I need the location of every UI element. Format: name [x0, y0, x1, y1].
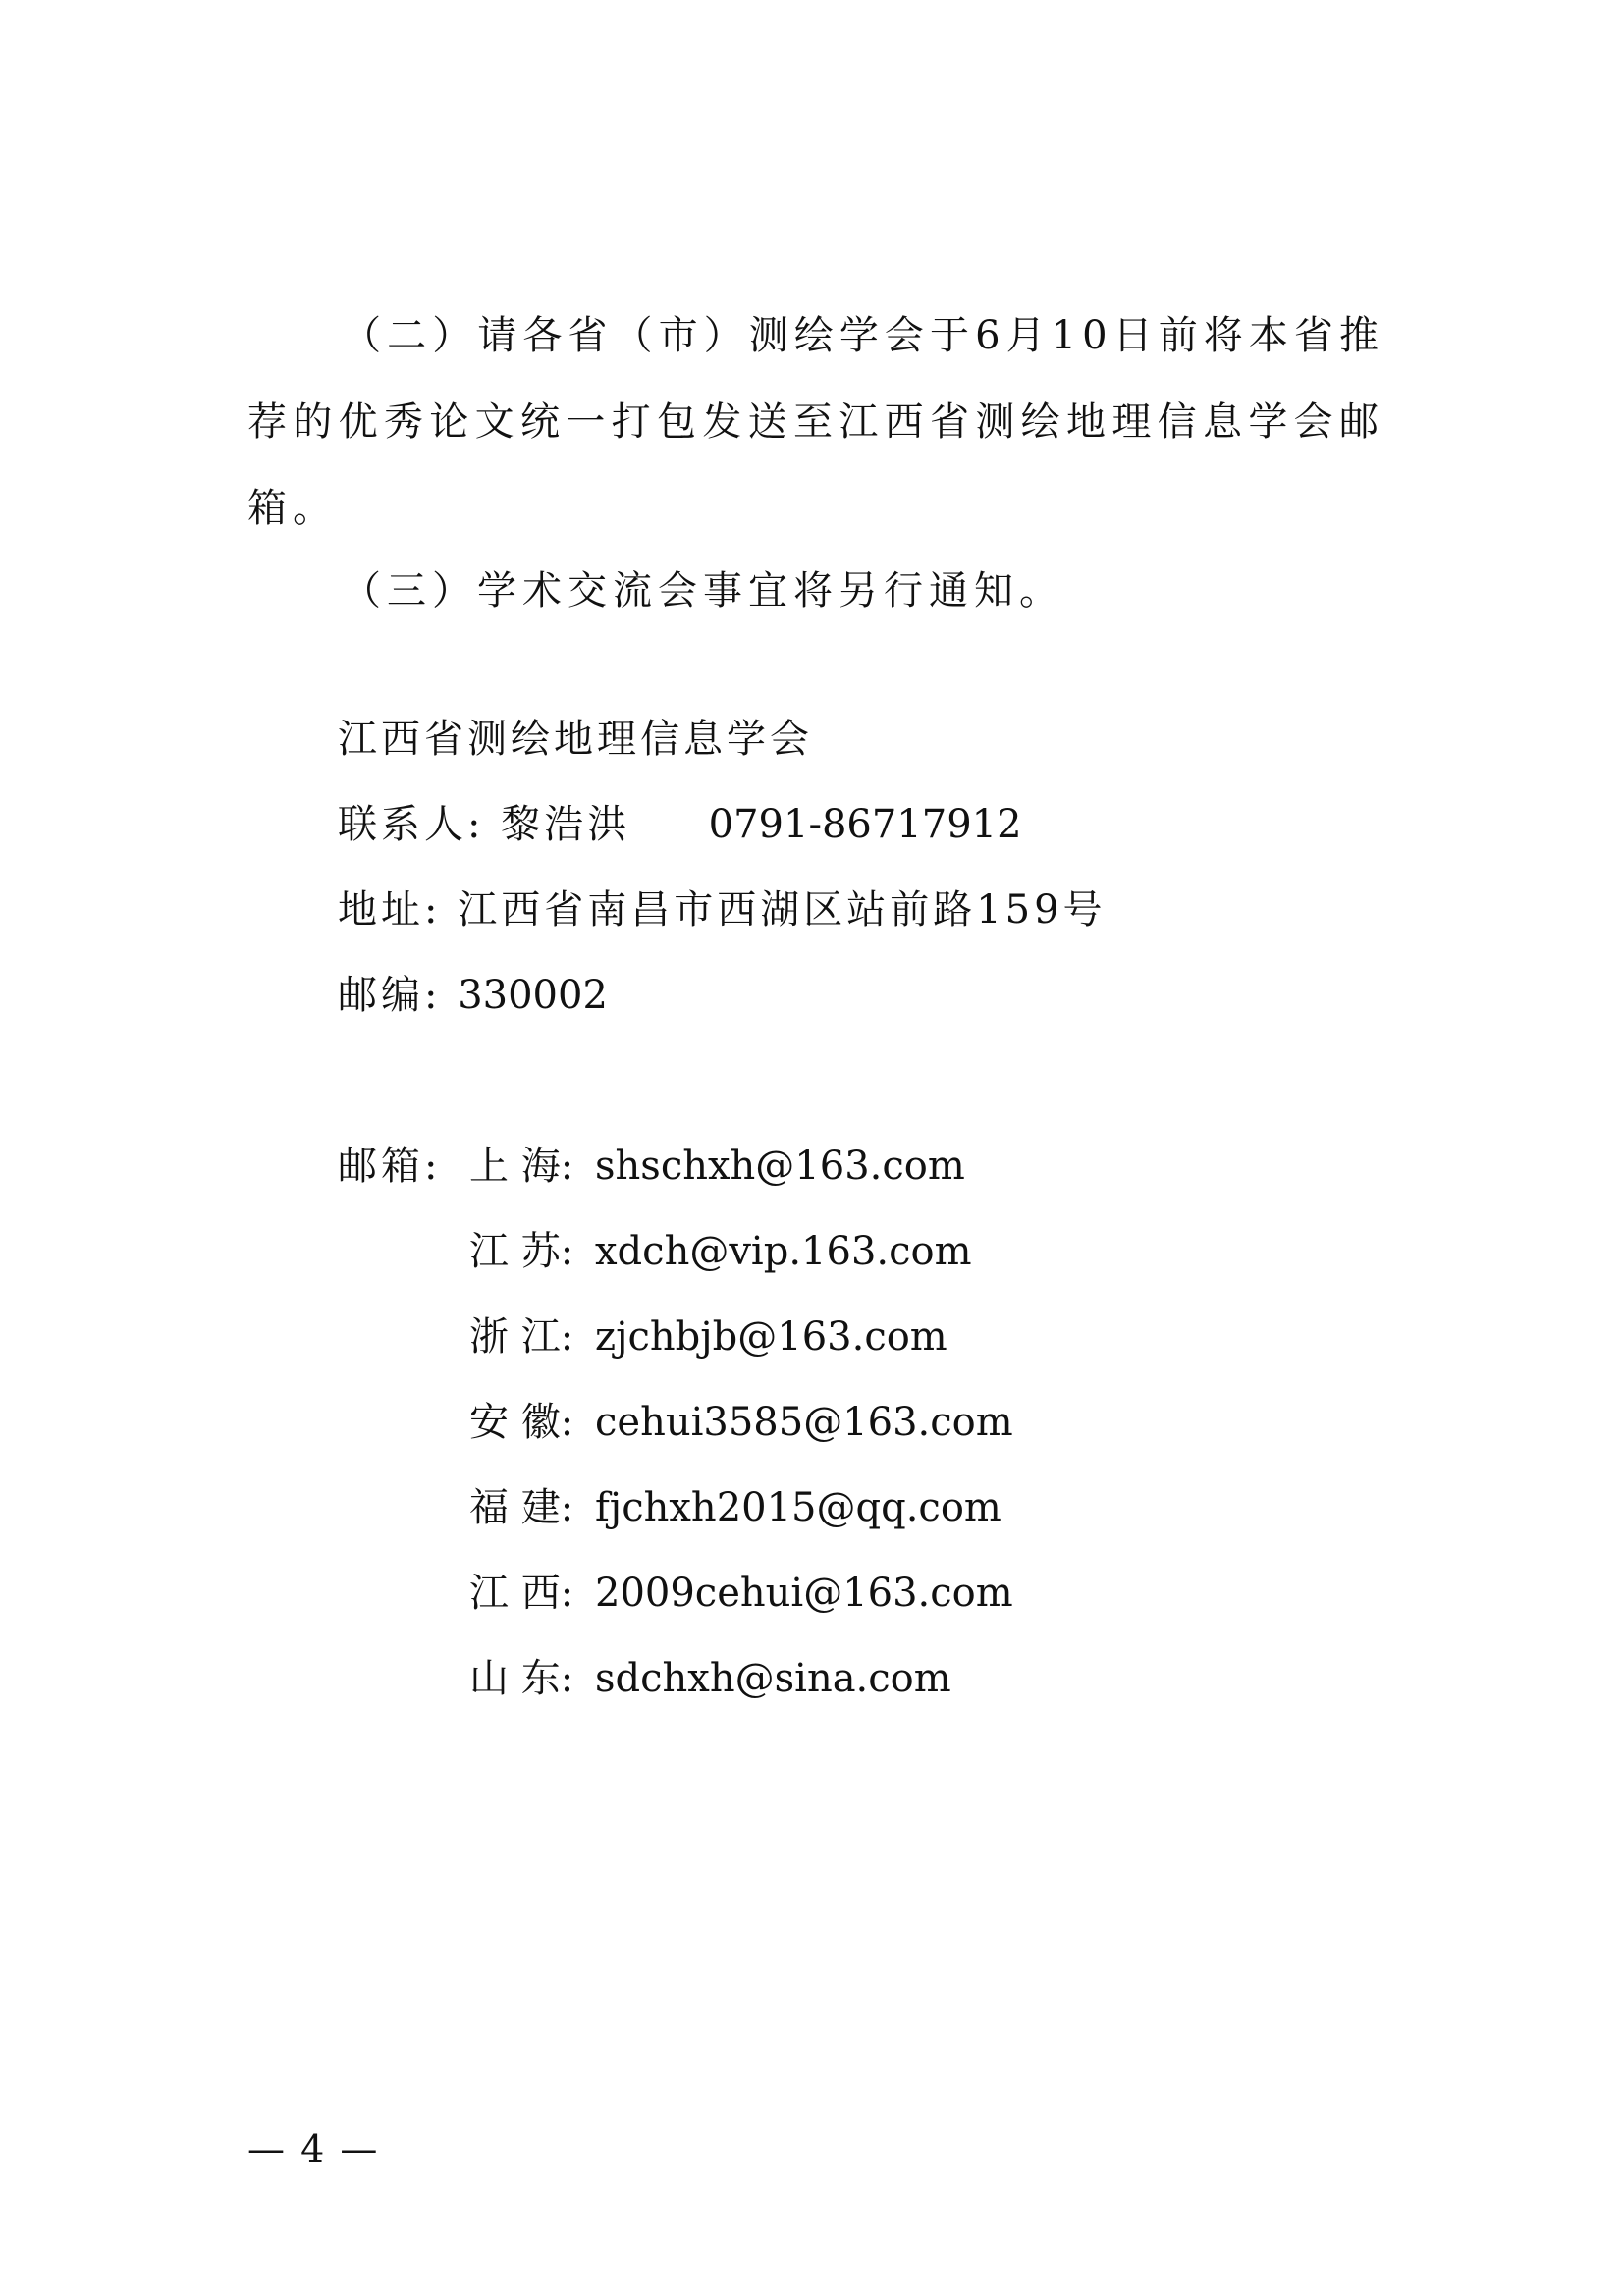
paragraph-conference-notice-text: （三）学术交流会事宜将另行通知。	[342, 568, 1064, 614]
contact-phone: 0791-86717912	[708, 802, 1022, 847]
email-address[interactable]: cehui3585@163.com	[595, 1400, 1013, 1445]
email-list-label: 邮箱:	[338, 1144, 442, 1189]
email-row-zhejiang	[338, 1312, 947, 1362]
email-region: 江 西:	[469, 1571, 574, 1616]
contact-person-line	[338, 800, 1022, 849]
page-number: — 4 —	[247, 2127, 380, 2170]
email-row-jiangsu	[338, 1227, 972, 1276]
email-address[interactable]: zjchbjb@163.com	[595, 1314, 947, 1360]
postcode-label: 邮编:	[338, 973, 442, 1018]
email-address[interactable]: sdchxh@sina.com	[595, 1656, 951, 1701]
email-region: 安 徽:	[469, 1400, 574, 1445]
email-row-shandong	[338, 1654, 951, 1703]
email-region: 浙 江:	[469, 1314, 574, 1360]
postcode-value: 330002	[458, 973, 608, 1018]
paragraph-submission	[247, 293, 1384, 552]
email-address[interactable]: shschxh@163.com	[595, 1144, 965, 1189]
contact-person-name: 黎浩洪	[501, 802, 631, 847]
email-row-shanghai	[338, 1142, 965, 1191]
email-region: 上 海:	[469, 1144, 574, 1189]
contact-person-label: 联系人:	[338, 802, 485, 847]
email-region: 福 建:	[469, 1485, 574, 1530]
organization-name: 江西省测绘地理信息学会	[338, 717, 813, 762]
address-line	[338, 885, 1107, 934]
email-region: 山 东:	[469, 1656, 574, 1701]
email-region: 江 苏:	[469, 1229, 574, 1274]
email-row-fujian	[338, 1483, 1001, 1532]
paragraph-submission-text: （二）请各省（市）测绘学会于6月10日前将本省推荐的优秀论文统一打包发送至江西省测绘地理信息学会邮箱。	[247, 313, 1384, 531]
email-row-jiangxi	[338, 1569, 1013, 1618]
email-address[interactable]: xdch@vip.163.com	[595, 1229, 972, 1274]
paragraph-conference-notice	[247, 548, 1384, 634]
address-label: 地址:	[338, 887, 442, 933]
email-row-anhui	[338, 1398, 1013, 1447]
email-address[interactable]: fjchxh2015@qq.com	[595, 1485, 1001, 1530]
postcode-line	[338, 971, 608, 1020]
address-value: 江西省南昌市西湖区站前路159号	[458, 887, 1107, 933]
email-address[interactable]: 2009cehui@163.com	[595, 1571, 1013, 1616]
